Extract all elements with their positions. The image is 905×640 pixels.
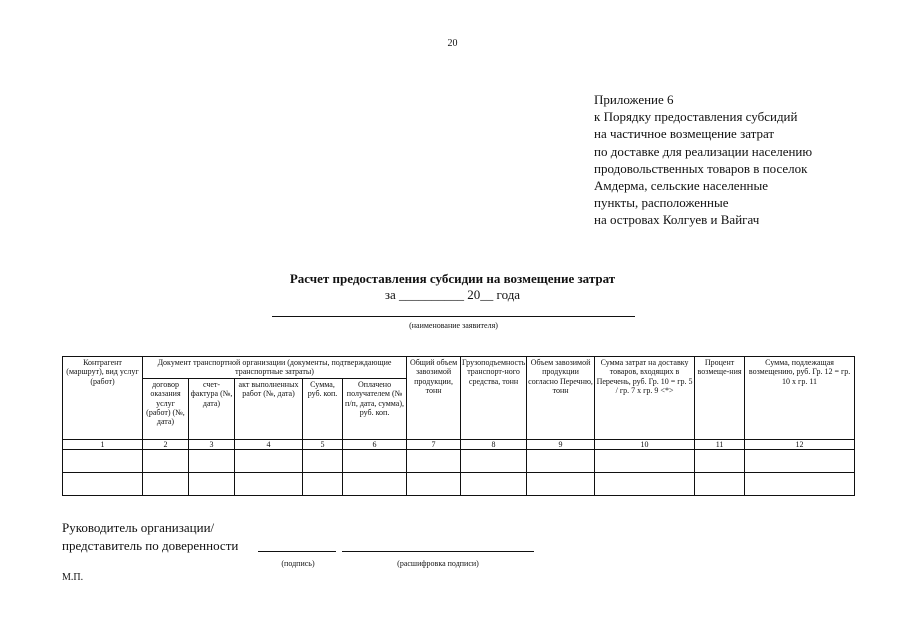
appendix-block (594, 91, 812, 229)
appendix-line: Приложение 6 (594, 92, 674, 107)
appendix-line: Амдерма, сельские населенные (594, 178, 768, 194)
applicant-name-line (272, 316, 635, 317)
column-number: 9 (527, 439, 595, 449)
column-number: 4 (235, 439, 303, 449)
header-counterparty: Контрагент (маршрут), вид услуг (работ) (63, 357, 143, 440)
header-document-group: Документ транспортной организации (документы, подтверждающие транспортные затраты) (143, 357, 407, 379)
header-act: акт выполненных работ (№, дата) (235, 378, 303, 439)
appendix-line: пункты, расположенные (594, 195, 729, 211)
page-number: 20 (447, 38, 458, 49)
column-number: 2 (143, 439, 189, 449)
header-volume-list: Объем завозимой продукции согласно Перечню, тонн (527, 357, 595, 440)
applicant-caption: (наименование заявителя) (409, 321, 498, 330)
signature-role-line1: Руководитель организации/ (62, 520, 215, 535)
column-number: 11 (695, 439, 745, 449)
subsidy-table (62, 356, 855, 496)
column-number-row (63, 439, 855, 449)
header-contract: договор оказания услуг (работ) (№, дата) (143, 378, 189, 439)
column-number: 12 (745, 439, 855, 449)
signature-line (258, 551, 336, 552)
header-percent: Процент возмеще-ния (695, 357, 745, 440)
column-number: 6 (343, 439, 407, 449)
table-header-row (63, 357, 855, 379)
table-row (63, 449, 855, 472)
document-period: за __________ 20__ года (384, 287, 521, 302)
signature-decode-line (342, 551, 534, 552)
appendix-line: по доставке для реализации населению (594, 143, 813, 159)
header-sum: Сумма, руб. коп. (303, 378, 343, 439)
signature-decode-caption: (расшифровка подписи) (397, 559, 479, 568)
column-number: 5 (303, 439, 343, 449)
appendix-line: к Порядку предоставления субсидий (594, 109, 798, 125)
column-number: 10 (595, 439, 695, 449)
header-total-volume: Общий объем завозимой продукции, тонн (407, 357, 461, 440)
table-row (63, 472, 855, 495)
header-refund: Сумма, подлежащая возмещению, руб. Гр. 12 = гр. 10 x гр. 11 (745, 357, 855, 440)
header-invoice: счет-фактура (№, дата) (189, 378, 235, 439)
appendix-line: на частичное возмещение затрат (594, 126, 775, 142)
document-title: Расчет предоставления субсидии на возмещение затрат (289, 271, 616, 286)
header-cost-sum: Сумма затрат на доставку товаров, входящих в Перечень, руб. Гр. 10 = гр. 5 / гр. 7 x гр. 9 <*> (595, 357, 695, 440)
column-number: 1 (63, 439, 143, 449)
appendix-line: продовольственных товаров в поселок (594, 160, 808, 176)
signature-caption: (подпись) (281, 559, 315, 568)
column-number: 7 (407, 439, 461, 449)
header-paid: Оплачено получателем (№ п/п, дата, сумма), руб. коп. (343, 378, 407, 439)
column-number: 3 (189, 439, 235, 449)
signature-role-line2: представитель по доверенности (62, 538, 239, 553)
header-cargo-lift: Грузоподъемность транспорт-ного средства, тонн (461, 357, 527, 440)
column-number: 8 (461, 439, 527, 449)
appendix-line: на островах Колгуев и Вайгач (594, 212, 760, 228)
stamp-place: М.П. (62, 572, 84, 583)
